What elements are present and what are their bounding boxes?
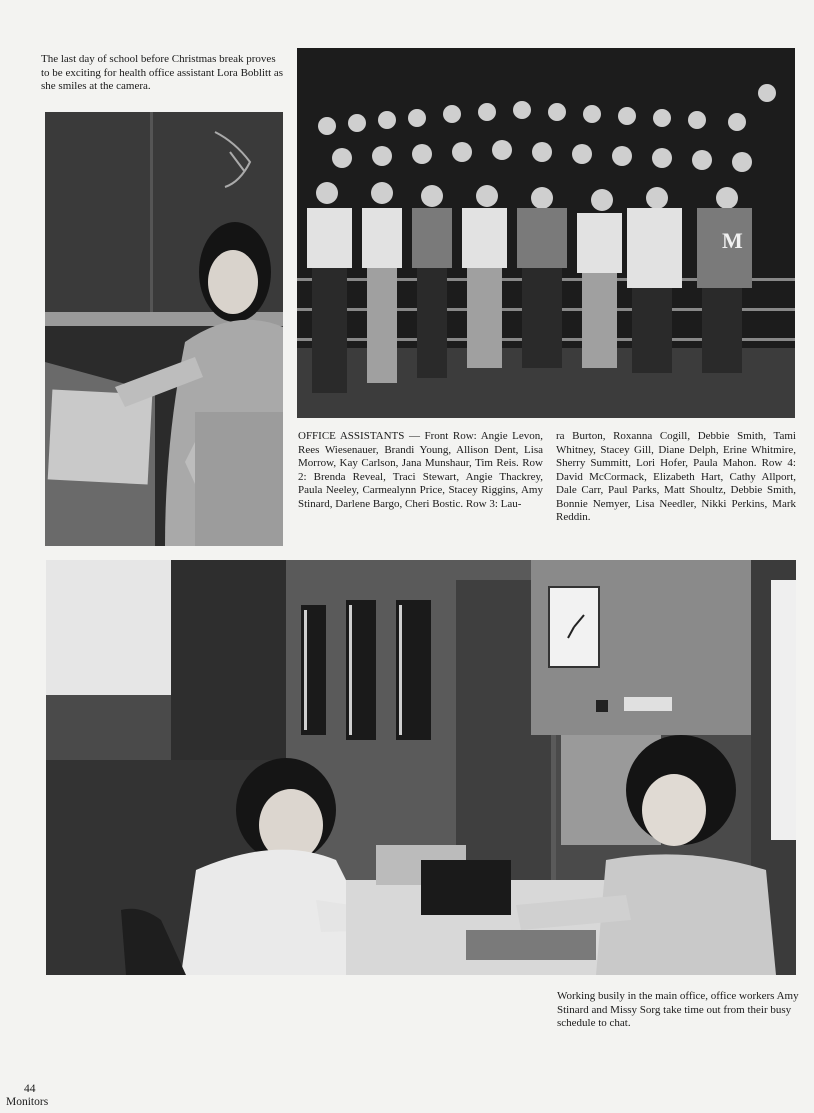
- photo-main-office-workers: [46, 560, 796, 975]
- caption-office-assistants-col1: OFFICE ASSISTANTS — Front Row: Angie Levon, Rees Wiesenauer, Brandi Young, Allison Dent, Lisa Morrow, Kay Carlson, Jana Munshaur, Tim Reis. Row 2: Brenda Reveal, Traci Stewart, Angie Thackrey, Paula Neeley, Carmealynn Price, Stacey Riggins, Amy Stinard, Darlene Bargo, Cheri Bostic. Row 3: Lau-: [298, 430, 543, 510]
- caption-office-assistants-col2: ra Burton, Roxanna Cogill, Debbie Smith, Tami Whitney, Stacey Gill, Diane Delph, Erine Whitmire, Sherry Summitt, Lori Hofer, Paula Mahon. Row 4: David McCormack, Elizabeth Hart, Cathy Allport, Dale Carr, Paul Parks, Matt Shoultz, Debbie Smith, Bonnie Nemyer, Lisa Needler, Nikki Perkins, Mark Reddin.: [556, 430, 796, 523]
- page-footer: [6, 1083, 49, 1109]
- caption-health-office: The last day of school before Christmas break proves to be exciting for health office assistant Lora Boblitt as she smiles at the camera.: [41, 53, 284, 92]
- section-name: Monitors: [6, 1096, 49, 1108]
- photo-office-assistants-group: [297, 48, 795, 418]
- photo-health-office-assistant: [45, 112, 283, 546]
- caption-main-office: Working busily in the main office, office workers Amy Stinard and Missy Sorg take time out from their busy schedule to chat.: [557, 990, 799, 1029]
- page-number: 44: [24, 1083, 36, 1095]
- svg-text:M: M: [722, 228, 743, 253]
